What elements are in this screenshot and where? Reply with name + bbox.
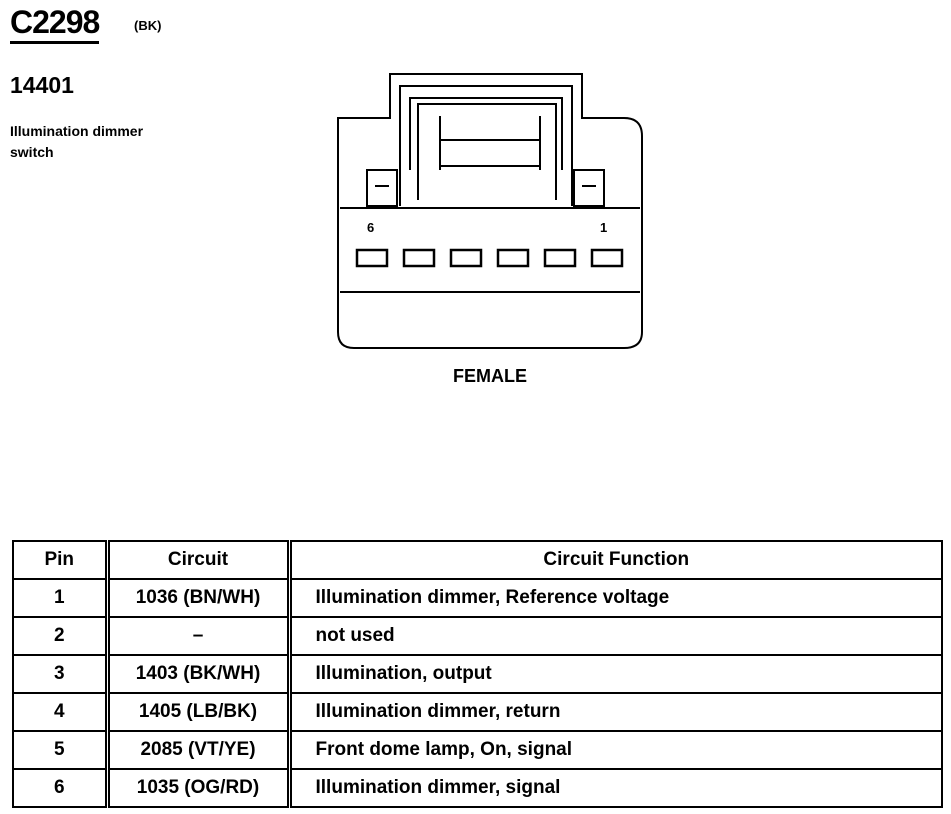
part-number: 14401 xyxy=(10,72,74,98)
pin-label-right: 1 xyxy=(600,220,608,235)
latch-right xyxy=(574,170,604,206)
pin-cell: 1 xyxy=(13,579,107,617)
circuit-cell: 1035 (OG/RD) xyxy=(107,769,289,807)
connector-id: C2298 xyxy=(10,4,99,44)
table-row xyxy=(13,579,942,617)
pin-table xyxy=(12,540,943,808)
table-row xyxy=(13,769,942,807)
function-cell: Illumination dimmer, Reference voltage xyxy=(289,579,942,617)
pin-label-left: 6 xyxy=(367,220,375,235)
part-description: Illumination dimmer switch xyxy=(10,123,144,160)
pin-cavity xyxy=(451,250,481,266)
function-cell: not used xyxy=(289,617,942,655)
function-cell: Illumination, output xyxy=(289,655,942,693)
circuit-cell: 2085 (VT/YE) xyxy=(107,731,289,769)
pin-cell: 3 xyxy=(13,655,107,693)
pin-cavity xyxy=(404,250,434,266)
header-circuit: Circuit xyxy=(107,541,289,579)
connector-gender: FEMALE xyxy=(453,366,527,386)
circuit-cell: 1405 (LB/BK) xyxy=(107,693,289,731)
pin-cavity xyxy=(592,250,622,266)
table-row xyxy=(13,655,942,693)
connector-housing xyxy=(338,74,642,348)
table-row xyxy=(13,693,942,731)
circuit-cell: 1403 (BK/WH) xyxy=(107,655,289,693)
pin-cavity xyxy=(545,250,575,266)
latch-left xyxy=(367,170,397,206)
function-cell: Illumination dimmer, return xyxy=(289,693,942,731)
pin-cell: 5 xyxy=(13,731,107,769)
table-row xyxy=(13,731,942,769)
pin-cell: 2 xyxy=(13,617,107,655)
pin-cell: 4 xyxy=(13,693,107,731)
header-pin: Pin xyxy=(13,541,107,579)
header-circuit-function: Circuit Function xyxy=(289,541,942,579)
circuit-cell: 1036 (BN/WH) xyxy=(107,579,289,617)
function-cell: Front dome lamp, On, signal xyxy=(289,731,942,769)
circuit-cell: – xyxy=(107,617,289,655)
pin-table-header xyxy=(13,541,942,579)
function-cell: Illumination dimmer, signal xyxy=(289,769,942,807)
pin-cell: 6 xyxy=(13,769,107,807)
pin-cavity xyxy=(498,250,528,266)
pin-cavity xyxy=(357,250,387,266)
connector-color-code: (BK) xyxy=(134,18,162,33)
table-row xyxy=(13,617,942,655)
